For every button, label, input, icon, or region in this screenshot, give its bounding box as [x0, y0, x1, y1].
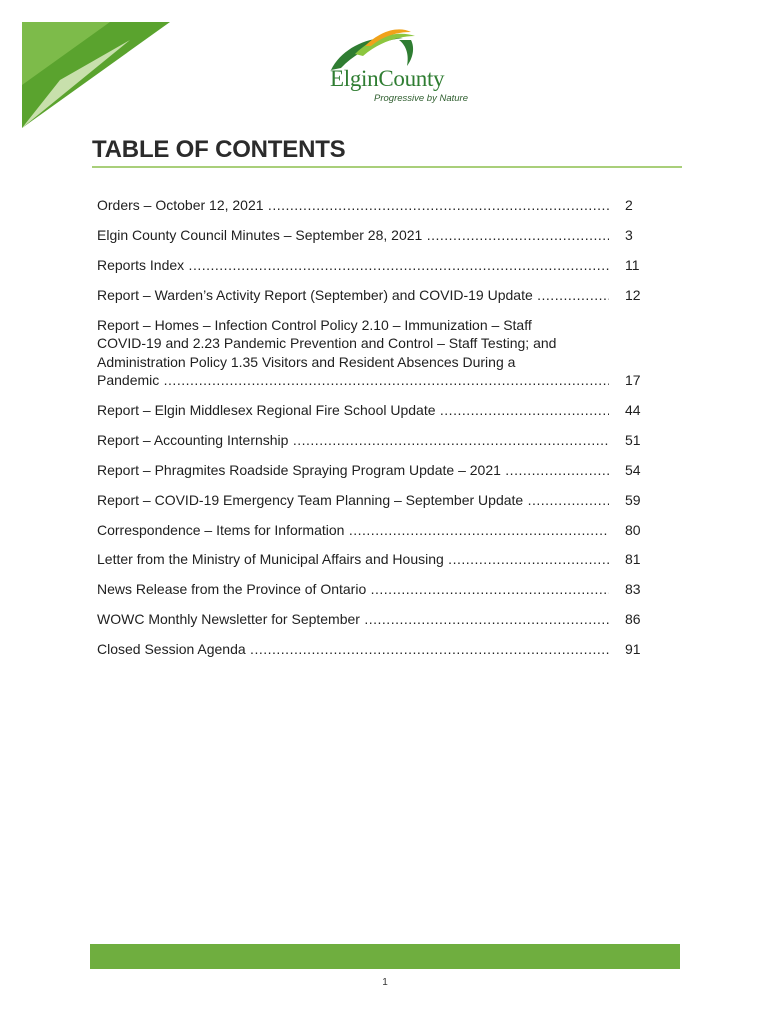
toc-entry-page: 81: [625, 551, 641, 568]
toc-entry-page: 51: [625, 431, 641, 448]
toc-entry[interactable]: [97, 196, 645, 215]
toc-entry-title: Closed Session Agenda .....: [97, 640, 609, 659]
toc-entry-title: Reports Index .....: [97, 256, 609, 275]
toc-entry[interactable]: [97, 610, 645, 629]
toc-entry-title: Elgin County Council Minutes – September 28, 2021 .....: [97, 226, 609, 245]
toc-entry-title: Report – Warden’s Activity Report (September) and COVID-19 Update .....: [97, 286, 609, 305]
toc-entry-page: 12: [625, 286, 641, 303]
toc-entry[interactable]: [97, 316, 645, 390]
toc-entry-title: Orders – October 12, 2021 .....: [97, 196, 609, 215]
table-of-contents: [97, 196, 645, 670]
toc-entry-page: 44: [625, 401, 641, 418]
toc-entry-title-line: Report – Homes – Infection Control Policy 2.10 – Immunization – Staff: [97, 316, 532, 333]
toc-entry[interactable]: [97, 226, 645, 245]
toc-entry-title: News Release from the Province of Ontario .....: [97, 580, 609, 599]
toc-entry-title: Report – COVID-19 Emergency Team Planning – September Update .....: [97, 491, 609, 510]
toc-entry-title: WOWC Monthly Newsletter for September .....: [97, 610, 609, 629]
toc-entry[interactable]: [97, 431, 645, 450]
toc-entry-title: Letter from the Ministry of Municipal Affairs and Housing .....: [97, 550, 609, 569]
toc-entry-title-line: COVID-19 and 2.23 Pandemic Prevention and Control – Staff Testing; and: [97, 335, 557, 352]
toc-entry-page: 11: [625, 256, 640, 273]
toc-entry-page: 86: [625, 611, 641, 628]
toc-entry-title: Report – Accounting Internship .....: [97, 431, 609, 450]
toc-entry[interactable]: [97, 640, 645, 659]
logo-wordmark: ElginCounty: [330, 66, 445, 91]
toc-entry[interactable]: [97, 256, 645, 275]
toc-entry-title: Correspondence – Items for Information .....: [97, 521, 609, 540]
toc-entry-page: 2: [625, 197, 633, 213]
footer-bar: [90, 944, 680, 969]
toc-entry[interactable]: [97, 491, 645, 510]
toc-entry-page: 59: [625, 491, 641, 508]
toc-entry[interactable]: [97, 461, 645, 480]
toc-entry[interactable]: [97, 580, 645, 599]
toc-entry-page: 54: [625, 461, 641, 478]
page-number: 1: [382, 977, 388, 988]
toc-entry[interactable]: [97, 521, 645, 540]
title-underline: [92, 166, 682, 168]
toc-entry[interactable]: [97, 286, 645, 305]
page-title: TABLE OF CONTENTS: [92, 136, 346, 163]
logo-tagline: Progressive by Nature: [374, 93, 468, 104]
corner-decoration: [0, 0, 170, 130]
toc-entry-title-line: Administration Policy 1.35 Visitors and Resident Absences During a: [97, 353, 516, 370]
toc-entry-page: 3: [625, 226, 633, 243]
toc-entry-page: 83: [625, 581, 641, 598]
toc-entry-title: Report – Phragmites Roadside Spraying Program Update – 2021 .....: [97, 461, 609, 480]
toc-entry-title-line: Pandemic .....: [97, 371, 609, 390]
toc-entry-page: 80: [625, 521, 641, 538]
toc-entry[interactable]: [97, 401, 645, 420]
toc-entry[interactable]: [97, 550, 645, 569]
toc-entry-title: Report – Elgin Middlesex Regional Fire School Update .....: [97, 401, 609, 420]
toc-entry-page: 17: [625, 372, 641, 389]
toc-entry-page: 91: [625, 641, 641, 658]
